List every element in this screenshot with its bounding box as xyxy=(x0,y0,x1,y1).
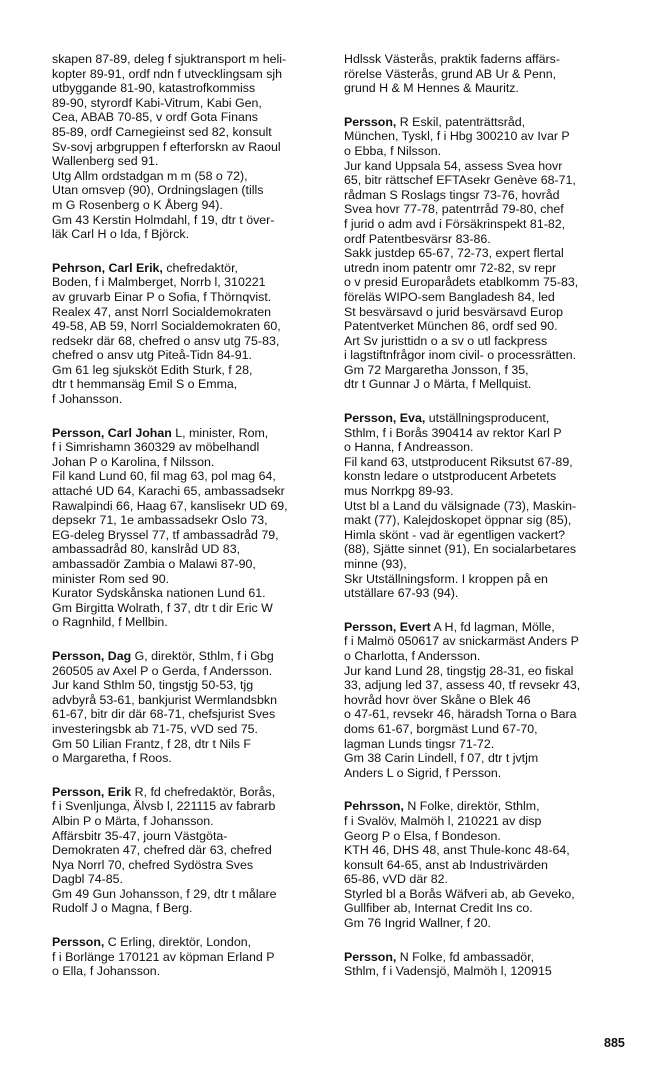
entry-text-line: rådman S Roslags tingsr 73-76, hovråd xyxy=(344,187,560,202)
entry-name: Persson, Evert xyxy=(344,619,431,634)
entry-heading-rest: R, fd chefredaktör, Borås, xyxy=(131,784,276,799)
entry-heading-line xyxy=(52,261,334,276)
entry-heading-line xyxy=(344,799,636,814)
entry-text-line: advbyrå 53-61, bankjurist Wermlandsbkn xyxy=(52,692,277,707)
entry-text-line: investeringsbk ab 71-75, vVD sed 75. xyxy=(52,721,258,736)
entry-text-line: o v presid Europarådets etablkomm 75-83, xyxy=(344,275,579,290)
entry-heading-rest: chefredaktör, xyxy=(162,260,238,275)
entry-text-line: 65, bitr rättschef EFTAsekr Genève 68-71, xyxy=(344,173,576,188)
entry-text-line: Johan P o Karolina, f Nilsson. xyxy=(52,454,215,469)
entry-text-line: redsekr där 68, chefred o ansv utg 75-83, xyxy=(52,333,280,348)
entry-text-line: Hdlssk Västerås, praktik faderns affärs- xyxy=(344,52,561,66)
biography-entry xyxy=(344,115,636,392)
entry-text-line: Gm 38 Carin Lindell, f 07, dtr t jvtjm xyxy=(344,751,539,766)
biography-entry xyxy=(344,411,636,601)
entry-text-line: Art Sv juristtidn o a sv o utl fackpress xyxy=(344,333,548,348)
entry-heading-rest: N Folke, direktör, Sthlm, xyxy=(403,799,540,814)
entry-text-line: Albin P o Märta, f Johansson. xyxy=(52,813,214,828)
entry-text-line: f Johansson. xyxy=(52,392,123,407)
entry-text-line: Nya Norrl 70, chefred Sydöstra Sves xyxy=(52,857,254,872)
page-number: 885 xyxy=(604,1036,625,1050)
entry-text-line: Sthlm, f i Vadensjö, Malmöh l, 120915 xyxy=(344,964,552,979)
entry-text-line: läk Carl H o Ida, f Björck. xyxy=(52,227,190,242)
entry-heading-line xyxy=(52,649,334,664)
entry-text-line: Realex 47, anst Norrl Socialdemokraten xyxy=(52,304,272,319)
entry-heading-rest: C Erling, direktör, London, xyxy=(104,935,252,950)
entry-text-line: ordf Patentbesvärsr 83-86. xyxy=(344,231,491,246)
entry-text-line: o Charlotta, f Andersson. xyxy=(344,648,481,663)
right-column xyxy=(344,52,636,998)
entry-text-line: doms 61-67, borgmäst Lund 67-70, xyxy=(344,721,538,736)
entry-text-line: utredn inom patentr omr 72-82, sv repr xyxy=(344,260,557,275)
entry-text-line: Styrled bl a Borås Wäfveri ab, ab Geveko, xyxy=(344,886,575,901)
entry-text-line: m G Rosenberg o K Åberg 94). xyxy=(52,197,223,212)
biography-entry xyxy=(52,261,334,407)
entry-text-line: 61-67, bitr dir där 68-71, chefsjurist Sves xyxy=(52,707,276,722)
entry-text-line: Gm 49 Gun Johansson, f 29, dtr t målare xyxy=(52,886,277,901)
entry-text-line: f i Borlänge 170121 av köpman Erland P xyxy=(52,949,275,964)
entry-heading-rest: A H, fd lagman, Mölle, xyxy=(430,619,555,634)
entry-text-line: grund H & M Hennes & Mauritz. xyxy=(344,81,519,96)
entry-heading-line xyxy=(52,426,334,441)
entry-text-line: makt (77), Kalejdoskopet öppnar sig (85), xyxy=(344,513,572,528)
entry-text-line: dtr t hemmansäg Emil S o Emma, xyxy=(52,377,238,392)
biography-entry xyxy=(52,785,334,916)
entry-text-line: o Ragnhild, f Mellbin. xyxy=(52,615,168,630)
entry-text-line: Jur kand Sthlm 50, tingstjg 50-53, tjg xyxy=(52,678,254,693)
entry-heading-line xyxy=(52,785,334,800)
entry-text-line: föreläs WIPO-sem Bangladesh 84, led xyxy=(344,289,555,304)
entry-text-line: Dagbl 74-85. xyxy=(52,872,123,887)
entry-name: Persson, xyxy=(344,949,397,964)
entry-text-line: Jur kand Uppsala 54, assess Svea hovr xyxy=(344,158,563,173)
entry-text-line: f jurid o adm avd i Försäkrinspekt 81-82, xyxy=(344,216,566,231)
entry-text-line: Rudolf J o Magna, f Berg. xyxy=(52,901,193,916)
biography-entry xyxy=(52,649,334,766)
entry-text-line: o Margaretha, f Roos. xyxy=(52,751,172,766)
entry-text-line: Utg Allm ordstadgan m m (58 o 72), xyxy=(52,168,248,183)
entry-text-line: Gm Birgitta Wolrath, f 37, dtr t dir Eric W xyxy=(52,600,273,615)
entry-name: Persson, Carl Johan xyxy=(52,425,172,440)
entry-text-line: av gruvarb Einar P o Sofia, f Thörnqvist. xyxy=(52,289,272,304)
entry-text-line: Gm 76 Ingrid Wallner, f 20. xyxy=(344,916,491,931)
entry-text-line: Sv-sovj arbgruppen f efterforskn av Raoul xyxy=(52,139,281,154)
entry-text-line: Affärsbitr 35-47, journ Västgöta- xyxy=(52,828,228,843)
entry-heading-rest: L, minister, Rom, xyxy=(171,425,269,440)
entry-text-line: Gm 72 Margaretha Jonsson, f 35, xyxy=(344,362,529,377)
entry-text-line: o Ella, f Johansson. xyxy=(52,964,161,979)
biography-entry xyxy=(52,935,334,979)
entry-text-line: 85-89, ordf Carnegieinst sed 82, konsult xyxy=(52,124,272,139)
entry-text-line: depsekr 71, 1e ambassadsekr Oslo 73, xyxy=(52,513,268,528)
entry-text-line: Fil kand 63, utstproducent Riksutst 67-89, xyxy=(344,454,573,469)
entry-name: Persson, Eva, xyxy=(344,411,426,426)
entry-heading-line xyxy=(344,950,636,965)
biography-entry xyxy=(344,799,636,930)
entry-text-line: Wallenberg sed 91. xyxy=(52,154,159,169)
biography-entry xyxy=(52,426,334,630)
entry-name: Pehrson, Carl Erik, xyxy=(52,260,163,275)
entry-text-line: Anders L o Sigrid, f Persson. xyxy=(344,765,502,780)
biography-entry xyxy=(344,52,636,96)
entry-text-line: 89-90, styrordf Kabi-Vitrum, Kabi Gen, xyxy=(52,95,262,110)
entry-text-line: 260505 av Axel P o Gerda, f Andersson. xyxy=(52,663,273,678)
entry-text-line: o Ebba, f Nilsson. xyxy=(344,143,442,158)
entry-text-line: 33, adjung led 37, assess 40, tf revsekr 43, xyxy=(344,678,581,693)
entry-name: Persson, Dag xyxy=(52,648,132,663)
entry-text-line: Demokraten 47, chefred där 63, chefred xyxy=(52,843,272,858)
entry-text-line: utbyggande 81-90, katastrofkommiss xyxy=(52,81,256,96)
entry-text-line: Boden, f i Malmberget, Norrb l, 310221 xyxy=(52,275,266,290)
entry-text-line: Kurator Sydskånska nationen Lund 61. xyxy=(52,586,266,601)
entry-text-line: konstn ledare o utstproducent Arbetets xyxy=(344,469,557,484)
entry-text-line: attaché UD 64, Karachi 65, ambassadsekr xyxy=(52,484,285,499)
entry-text-line: minister Rom sed 90. xyxy=(52,571,170,586)
entry-text-line: chefred o ansv utg Piteå-Tidn 84-91. xyxy=(52,348,252,363)
entry-heading-line xyxy=(344,411,636,426)
entry-text-line: kopter 89-91, ordf ndn f utvecklingsam sjh xyxy=(52,66,283,81)
entry-text-line: 65-86, vVD där 82. xyxy=(344,872,449,887)
entry-heading-line xyxy=(344,620,636,635)
entry-text-line: konsult 64-65, anst ab Industrivärden xyxy=(344,857,548,872)
entry-text-line: Himla skönt - vad är egentligen vackert? xyxy=(344,527,566,542)
entry-text-line: Jur kand Lund 28, tingstjg 28-31, eo fiskal xyxy=(344,663,574,678)
entry-text-line: ambassadråd 80, kanslråd UD 83, xyxy=(52,542,241,557)
entry-heading-line xyxy=(344,115,636,130)
entry-heading-rest: utställningsproducent, xyxy=(425,411,550,426)
entry-text-line: rörelse Västerås, grund AB Ur & Penn, xyxy=(344,66,557,81)
entry-text-line: Gm 50 Lilian Frantz, f 28, dtr t Nils F xyxy=(52,736,252,751)
entry-text-line: Sthlm, f i Borås 390414 av rektor Karl P xyxy=(344,425,562,440)
entry-name: Persson, Erik xyxy=(52,784,132,799)
entry-text-line: hovråd hovr över Skåne o Blek 46 xyxy=(344,692,531,707)
entry-name: Persson, xyxy=(344,114,397,129)
biography-entry xyxy=(344,620,636,781)
entry-text-line: lagman Lunds tingsr 71-72. xyxy=(344,736,495,751)
entry-heading-rest: R Eskil, patenträttsråd, xyxy=(396,114,526,129)
biography-entry xyxy=(344,950,636,979)
entry-heading-line xyxy=(52,935,334,950)
entry-text-line: f i Svalöv, Malmöh l, 210221 av disp xyxy=(344,813,542,828)
entry-text-line: KTH 46, DHS 48, anst Thule-konc 48-64, xyxy=(344,843,570,858)
entry-heading-rest: N Folke, fd ambassadör, xyxy=(396,949,535,964)
entry-text-line: Cea, ABAB 70-85, v ordf Gota Finans xyxy=(52,110,258,125)
entry-text-line: f i Simrishamn 360329 av möbelhandl xyxy=(52,440,260,455)
entry-heading-rest: G, direktör, Sthlm, f i Gbg xyxy=(131,648,274,663)
entry-text-line: (88), Sjätte sinnet (91), En socialarbetares xyxy=(344,542,577,557)
entry-text-line: Gm 61 leg sjuksköt Edith Sturk, f 28, xyxy=(52,362,253,377)
entry-text-line: Skr Utställningsform. I kroppen på en xyxy=(344,571,548,586)
entry-text-line: Svea hovr 77-78, patentrråd 79-80, chef xyxy=(344,202,564,217)
entry-text-line: St besvärsavd o jurid besvärsavd Europ xyxy=(344,304,564,319)
left-column xyxy=(52,52,334,998)
biography-entry xyxy=(52,52,334,242)
entry-text-line: Patentverket München 86, ordf sed 90. xyxy=(344,319,558,334)
entry-name: Persson, xyxy=(52,935,105,950)
entry-text-line: skapen 87-89, deleg f sjuktransport m heli- xyxy=(52,52,287,66)
entry-text-line: Sakk justdep 65-67, 72-73, expert flertal xyxy=(344,246,564,261)
entry-text-line: f i Malmö 050617 av snickarmäst Anders P xyxy=(344,634,579,649)
entry-text-line: f i Svenljunga, Älvsb l, 221115 av fabrarb xyxy=(52,799,276,814)
entry-text-line: i lagstiftnfrågor inom civil- o processrätten. xyxy=(344,348,577,363)
entry-text-line: Georg P o Elsa, f Bondeson. xyxy=(344,828,501,843)
entry-text-line: Fil kand Lund 60, fil mag 63, pol mag 64, xyxy=(52,469,276,484)
entry-text-line: dtr t Gunnar J o Märta, f Mellquist. xyxy=(344,377,532,392)
entry-text-line: Rawalpindi 66, Haag 67, kanslisekr UD 69, xyxy=(52,498,288,513)
entry-text-line: Gullfiber ab, Internat Credit Ins co. xyxy=(344,901,533,916)
entry-text-line: Utan omsvep (90), Ordningslagen (tills xyxy=(52,183,264,198)
entry-text-line: utställare 67-93 (94). xyxy=(344,586,459,601)
entry-text-line: Utst bl a Land du välsignade (73), Maskin- xyxy=(344,498,577,513)
entry-text-line: Gm 43 Kerstin Holmdahl, f 19, dtr t över- xyxy=(52,212,275,227)
entry-text-line: o Hanna, f Andreasson. xyxy=(344,440,474,455)
entry-name: Pehrsson, xyxy=(344,799,404,814)
entry-text-line: mus Norrkpg 89-93. xyxy=(344,484,454,499)
entry-text-line: o 47-61, revsekr 46, häradsh Torna o Bara xyxy=(344,707,577,722)
entry-text-line: München, Tyskl, f i Hbg 300210 av Ivar P xyxy=(344,129,570,144)
entry-text-line: ambassadör Zambia o Malawi 87-90, xyxy=(52,557,256,571)
entry-text-line: minne (93), xyxy=(344,557,407,571)
entry-text-line: 49-58, AB 59, Norrl Socialdemokraten 60, xyxy=(52,319,281,334)
entry-text-line: EG-deleg Bryssel 77, tf ambassadråd 79, xyxy=(52,527,279,542)
